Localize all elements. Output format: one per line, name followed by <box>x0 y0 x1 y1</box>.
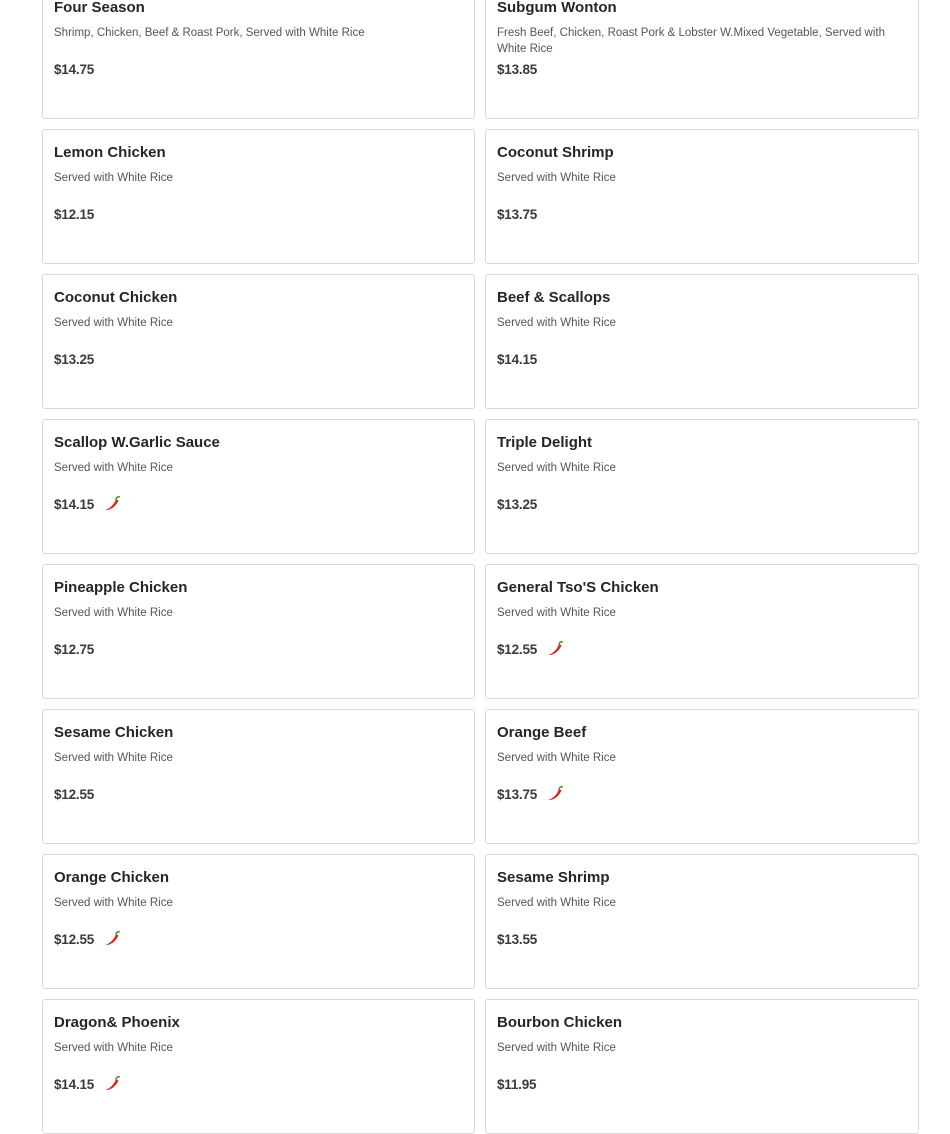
menu-item-price: $13.85 <box>497 61 538 77</box>
price-row <box>497 639 564 659</box>
menu-item-name: Orange Chicken <box>54 869 170 886</box>
menu-item-name: Sesame Chicken <box>54 724 174 741</box>
menu-item-description: Served with White Rice <box>497 462 616 474</box>
menu-item-card[interactable] <box>485 0 919 119</box>
menu-item-price: $12.75 <box>54 641 95 657</box>
menu-item-card[interactable] <box>42 129 475 264</box>
menu-item-description: Served with White Rice <box>497 897 616 909</box>
menu-item-description: Served with White Rice <box>54 1042 173 1054</box>
menu-item-description: Served with White Rice <box>497 752 616 764</box>
menu-item-card[interactable] <box>42 419 475 554</box>
menu-item-card[interactable] <box>485 129 919 264</box>
menu-item-name: Four Season <box>54 0 145 16</box>
menu-item-grid <box>42 0 919 1134</box>
menu-item-name: Triple Delight <box>497 434 593 451</box>
menu-item-price: $13.75 <box>497 786 538 802</box>
menu-item-description: Served with White Rice <box>54 462 173 474</box>
menu-item-card[interactable] <box>42 854 475 989</box>
menu-item-description: Served with White Rice <box>54 607 173 619</box>
menu-item-card[interactable] <box>485 564 919 699</box>
menu-item-name: Coconut Chicken <box>54 289 178 306</box>
menu-item-card[interactable] <box>485 999 919 1134</box>
menu-item-price: $14.15 <box>54 1076 95 1092</box>
menu-item-price: $14.15 <box>54 496 95 512</box>
menu-item-name: Lemon Chicken <box>54 144 166 161</box>
price-row <box>54 494 121 514</box>
menu-item-name: Dragon& Phoenix <box>54 1014 180 1031</box>
menu-item-price: $14.15 <box>497 351 538 367</box>
chili-pepper-icon <box>103 1075 121 1093</box>
menu-item-price: $13.25 <box>54 351 95 367</box>
menu-item-description: Shrimp, Chicken, Beef & Roast Pork, Served with White Rice <box>54 27 365 39</box>
menu-item-description: Served with White Rice <box>54 752 173 764</box>
menu-item-price: $13.55 <box>497 931 538 947</box>
menu-item-price: $14.75 <box>54 61 95 77</box>
price-row <box>497 349 537 369</box>
menu-item-price: $12.55 <box>54 786 95 802</box>
chili-pepper-icon <box>103 930 121 948</box>
menu-item-name: Beef & Scallops <box>497 289 611 306</box>
menu-item-name: Scallop W.Garlic Sauce <box>54 434 220 451</box>
price-row <box>54 1074 121 1094</box>
price-row <box>497 204 537 224</box>
menu-item-name: General Tso'S Chicken <box>497 579 659 596</box>
menu-item-card[interactable] <box>42 0 475 119</box>
menu-item-card[interactable] <box>485 709 919 844</box>
menu-item-description: Served with White Rice <box>54 317 173 329</box>
menu-item-name: Orange Beef <box>497 724 587 741</box>
price-row <box>54 929 121 949</box>
menu-item-description: Served with White Rice <box>54 897 173 909</box>
menu-item-name: Pineapple Chicken <box>54 579 188 596</box>
menu-item-price: $13.25 <box>497 496 538 512</box>
price-row <box>54 204 94 224</box>
price-row <box>54 59 94 79</box>
menu-item-price: $12.15 <box>54 206 95 222</box>
price-row <box>54 349 94 369</box>
price-row <box>497 494 537 514</box>
menu-item-description: Served with White Rice <box>497 172 616 184</box>
price-row <box>497 929 537 949</box>
menu-item-description: Fresh Beef, Chicken, Roast Pork & Lobster W.Mixed Vegetable, Served with White Rice <box>497 27 885 55</box>
menu-item-description: Served with White Rice <box>497 1042 616 1054</box>
menu-item-price: $11.95 <box>497 1076 537 1092</box>
menu-item-price: $12.55 <box>54 931 95 947</box>
menu-item-card[interactable] <box>485 274 919 409</box>
menu-item-name: Sesame Shrimp <box>497 869 610 886</box>
menu-item-name: Bourbon Chicken <box>497 1014 623 1031</box>
menu-item-name: Coconut Shrimp <box>497 144 614 161</box>
menu-item-description: Served with White Rice <box>497 607 616 619</box>
menu-item-card[interactable] <box>42 999 475 1134</box>
menu-item-price: $13.75 <box>497 206 538 222</box>
menu-item-description: Served with White Rice <box>497 317 616 329</box>
price-row <box>497 1074 536 1094</box>
menu-item-card[interactable] <box>485 419 919 554</box>
menu-item-name: Subgum Wonton <box>497 0 617 16</box>
menu-item-price: $12.55 <box>497 641 538 657</box>
price-row <box>54 639 94 659</box>
menu-item-card[interactable] <box>42 709 475 844</box>
menu-item-description: Served with White Rice <box>54 172 173 184</box>
price-row <box>497 59 537 79</box>
menu-item-card[interactable] <box>42 274 475 409</box>
price-row <box>54 784 94 804</box>
chili-pepper-icon <box>103 495 121 513</box>
chili-pepper-icon <box>546 640 564 658</box>
chili-pepper-icon <box>546 785 564 803</box>
menu-item-card[interactable] <box>42 564 475 699</box>
price-row <box>497 784 564 804</box>
menu-item-card[interactable] <box>485 854 919 989</box>
